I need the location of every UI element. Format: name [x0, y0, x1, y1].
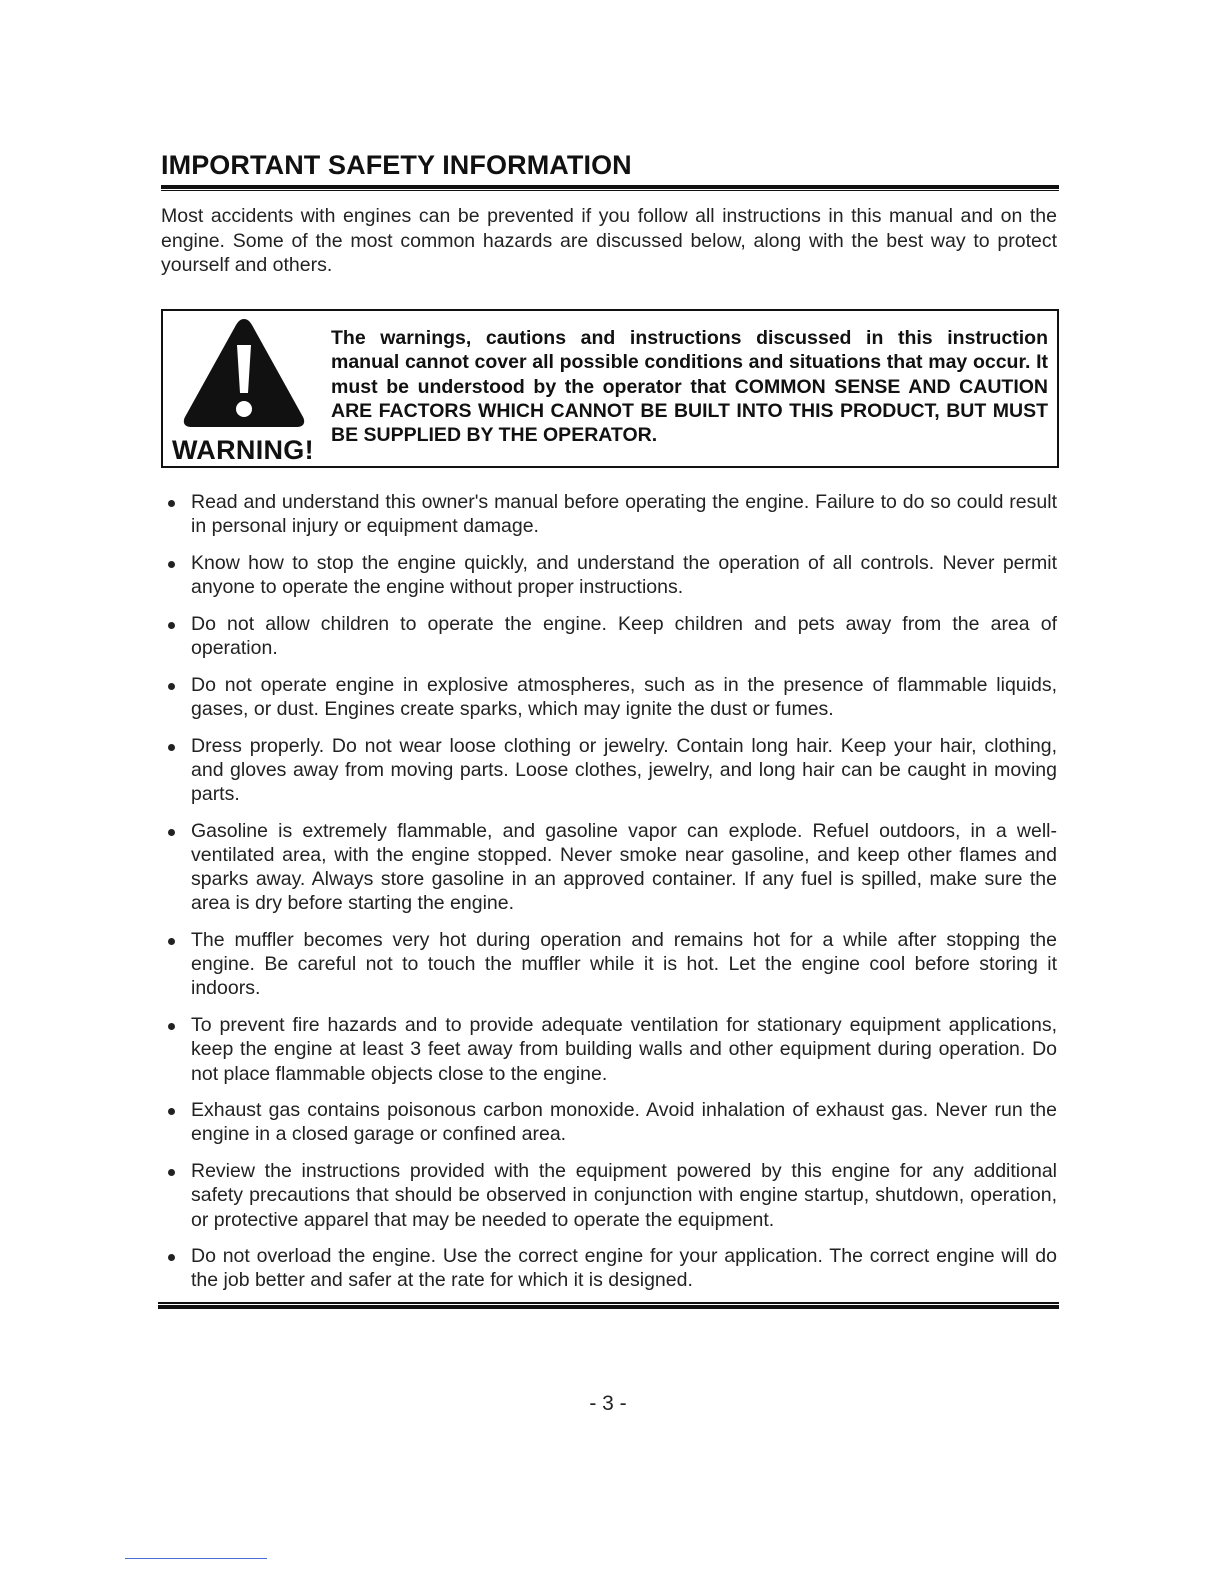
list-item-text: Read and understand this owner's manual before operating the engine. Failure to do so could result in personal injury or equipment damage. [191, 491, 1057, 538]
list-item-text: Do not operate engine in explosive atmospheres, such as in the presence of flammable liquids, gases, or dust. Engines create sparks, which may ignite the dust or fumes. [191, 673, 1057, 720]
bullet-icon [168, 938, 175, 945]
bullet-icon [168, 744, 175, 751]
bullet-icon [168, 829, 175, 836]
bullet-icon [168, 561, 175, 568]
bullet-icon [168, 1023, 175, 1030]
list-item [161, 673, 1057, 721]
list-item [161, 490, 1057, 538]
list-item [161, 819, 1057, 916]
list-item [161, 928, 1057, 1001]
page-number: - 3 - [589, 1392, 627, 1415]
bullet-icon [168, 1254, 175, 1261]
list-item-text: Do not allow children to operate the engine. Keep children and pets away from the area of operation. [191, 612, 1057, 660]
list-item-text: Dress properly. Do not wear loose clothing or jewelry. Contain long hair. Keep your hair, clothing, and gloves away from moving parts. Loose clothes, jewelry, and long hair can be caught in moving parts. [191, 734, 1057, 806]
footer-divider [158, 1302, 1059, 1309]
list-item [161, 1159, 1057, 1232]
warning-label: WARNING! [172, 435, 314, 465]
list-item [161, 1098, 1057, 1146]
bullet-icon [168, 683, 175, 690]
bullet-icon [168, 1108, 175, 1115]
intro-paragraph: Most accidents with engines can be prevented if you follow all instructions in this manual and on the engine. Some of the most common hazards are discussed below, along with the best way to protect yourself and others. [161, 205, 1057, 276]
list-item [161, 734, 1057, 807]
list-item-text: Exhaust gas contains poisonous carbon monoxide. Avoid inhalation of exhaust gas. Never run the engine in a closed garage or confined area. [191, 1099, 1057, 1146]
bullet-icon [168, 1169, 175, 1176]
list-item-text: Review the instructions provided with the equipment powered by this engine for any additional safety precautions that should be observed in conjunction with engine startup, shutdown, operation, or protective apparel that may be needed to operate the equipment. [191, 1160, 1057, 1231]
list-item [161, 551, 1057, 599]
list-item [161, 1013, 1057, 1086]
safety-bullet-list [161, 490, 1057, 1305]
warning-text: The warnings, cautions and instructions discussed in this instruction manual cannot cover all possible conditions and situations that may occur. It must be understood by the operator that COMMON SENSE AND CAUTION ARE FACTORS WHICH CANNOT BE BUILT INTO THIS PRODUCT, BUT MUST BE SUPPLIED BY THE OPERATOR. [331, 327, 1048, 447]
bullet-icon [168, 500, 175, 507]
list-item-text: Do not overload the engine. Use the correct engine for your application. The correct engine will do the job better and safer at the rate for which it is designed. [191, 1245, 1057, 1292]
page-title: IMPORTANT SAFETY INFORMATION [161, 150, 632, 180]
link-underline [125, 1558, 267, 1559]
list-item-text: To prevent fire hazards and to provide adequate ventilation for stationary equipment applications, keep the engine at least 3 feet away from building walls and other equipment during operation. Do not place flammable objects close to the engine. [191, 1014, 1057, 1085]
bullet-icon [168, 622, 175, 629]
list-item-text: The muffler becomes very hot during operation and remains hot for a while after stopping the engine. Be careful not to touch the muffler while it is hot. Let the engine cool before storing it indoors. [191, 929, 1057, 1000]
list-item [161, 612, 1057, 660]
list-item-text: Gasoline is extremely flammable, and gasoline vapor can explode. Refuel outdoors, in a well-ventilated area, with the engine stopped. Never smoke near gasoline, and keep other flames and sparks away. Always store gasoline in an approved container. If any fuel is spilled, make sure the area is dry before starting the engine. [191, 819, 1057, 915]
warning-box [161, 309, 1059, 468]
list-item-text: Know how to stop the engine quickly, and understand the operation of all controls. Never permit anyone to operate the engine without proper instructions. [191, 551, 1057, 599]
list-item [161, 1244, 1057, 1292]
warning-triangle-icon [179, 313, 309, 431]
title-divider [161, 185, 1059, 191]
